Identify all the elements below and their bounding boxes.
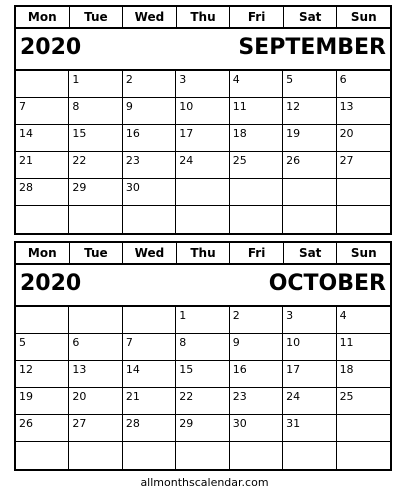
day-cell: 12 xyxy=(16,361,69,388)
day-cell xyxy=(123,442,176,469)
day-cell: 11 xyxy=(230,98,283,125)
month-title-bar xyxy=(16,29,390,71)
weekday-header xyxy=(16,7,390,29)
day-cell: 20 xyxy=(69,388,122,415)
day-cell: 2 xyxy=(123,71,176,98)
year-label: 2020 xyxy=(20,35,82,60)
day-cell xyxy=(69,442,122,469)
day-cell: 24 xyxy=(283,388,336,415)
day-cell xyxy=(176,179,229,206)
day-cell: 3 xyxy=(176,71,229,98)
day-cell: 28 xyxy=(123,415,176,442)
day-cell xyxy=(123,307,176,334)
weekday-label: Wed xyxy=(122,7,176,27)
day-cell: 12 xyxy=(283,98,336,125)
day-cell xyxy=(16,307,69,334)
calendar-september xyxy=(14,5,392,235)
weekday-header xyxy=(16,243,390,265)
day-cell: 30 xyxy=(123,179,176,206)
day-cell: 16 xyxy=(230,361,283,388)
day-cell xyxy=(176,442,229,469)
day-cell: 31 xyxy=(283,415,336,442)
day-cell: 11 xyxy=(337,334,390,361)
day-cell: 27 xyxy=(69,415,122,442)
day-cell: 6 xyxy=(337,71,390,98)
day-cell xyxy=(16,206,69,233)
calendar-october xyxy=(14,241,392,471)
day-cell: 14 xyxy=(16,125,69,152)
day-cell: 18 xyxy=(230,125,283,152)
day-cell: 24 xyxy=(176,152,229,179)
day-cell: 17 xyxy=(283,361,336,388)
day-cell: 21 xyxy=(123,388,176,415)
day-cell: 1 xyxy=(176,307,229,334)
weekday-label: Sun xyxy=(336,243,390,263)
day-grid xyxy=(16,307,390,469)
day-cell xyxy=(283,206,336,233)
day-cell: 29 xyxy=(176,415,229,442)
weekday-label: Sun xyxy=(336,7,390,27)
day-cell: 29 xyxy=(69,179,122,206)
day-cell: 26 xyxy=(283,152,336,179)
day-cell xyxy=(16,71,69,98)
day-cell: 26 xyxy=(16,415,69,442)
day-cell xyxy=(16,442,69,469)
day-cell: 10 xyxy=(283,334,336,361)
month-label: SEPTEMBER xyxy=(238,35,386,60)
day-cell xyxy=(123,206,176,233)
weekday-label: Tue xyxy=(69,7,123,27)
day-cell: 6 xyxy=(69,334,122,361)
weekday-label: Mon xyxy=(27,10,57,24)
day-cell xyxy=(337,442,390,469)
day-cell: 7 xyxy=(123,334,176,361)
year-label: 2020 xyxy=(20,271,82,296)
day-cell: 28 xyxy=(16,179,69,206)
day-cell xyxy=(283,179,336,206)
day-cell xyxy=(69,307,122,334)
day-cell: 21 xyxy=(16,152,69,179)
day-cell: 9 xyxy=(123,98,176,125)
footer-website: allmonthscalendar.com xyxy=(140,476,269,489)
day-cell xyxy=(337,179,390,206)
weekday-label: Thu xyxy=(176,7,230,27)
weekday-label: Tue xyxy=(69,243,123,263)
day-cell xyxy=(283,442,336,469)
weekday-label: Sat xyxy=(283,243,337,263)
day-cell: 8 xyxy=(176,334,229,361)
day-cell: 9 xyxy=(230,334,283,361)
day-cell: 19 xyxy=(283,125,336,152)
day-cell: 13 xyxy=(337,98,390,125)
day-cell: 20 xyxy=(337,125,390,152)
day-cell: 17 xyxy=(176,125,229,152)
day-cell: 4 xyxy=(230,71,283,98)
day-cell: 10 xyxy=(176,98,229,125)
weekday-label: Wed xyxy=(122,243,176,263)
day-cell xyxy=(230,206,283,233)
day-cell: 13 xyxy=(69,361,122,388)
day-cell: 15 xyxy=(69,125,122,152)
day-grid xyxy=(16,71,390,233)
day-cell: 1 xyxy=(69,71,122,98)
day-cell: 7 xyxy=(16,98,69,125)
day-cell: 2 xyxy=(230,307,283,334)
day-cell xyxy=(230,179,283,206)
day-cell: 4 xyxy=(337,307,390,334)
day-cell: 23 xyxy=(123,152,176,179)
weekday-label: Fri xyxy=(229,243,283,263)
month-label: OCTOBER xyxy=(268,271,386,296)
day-cell: 30 xyxy=(230,415,283,442)
weekday-label: Thu xyxy=(176,243,230,263)
day-cell: 14 xyxy=(123,361,176,388)
day-cell xyxy=(176,206,229,233)
day-cell xyxy=(69,206,122,233)
day-cell xyxy=(337,206,390,233)
weekday-label: Mon xyxy=(27,246,57,260)
day-cell: 22 xyxy=(176,388,229,415)
day-cell: 19 xyxy=(16,388,69,415)
day-cell: 16 xyxy=(123,125,176,152)
weekday-label: Sat xyxy=(283,7,337,27)
day-cell: 23 xyxy=(230,388,283,415)
day-cell: 5 xyxy=(283,71,336,98)
day-cell: 15 xyxy=(176,361,229,388)
day-cell: 27 xyxy=(337,152,390,179)
day-cell xyxy=(337,415,390,442)
weekday-label: Fri xyxy=(229,7,283,27)
day-cell xyxy=(230,442,283,469)
day-cell: 25 xyxy=(337,388,390,415)
month-title-bar xyxy=(16,265,390,307)
day-cell: 3 xyxy=(283,307,336,334)
day-cell: 18 xyxy=(337,361,390,388)
day-cell: 25 xyxy=(230,152,283,179)
day-cell: 8 xyxy=(69,98,122,125)
day-cell: 5 xyxy=(16,334,69,361)
day-cell: 22 xyxy=(69,152,122,179)
